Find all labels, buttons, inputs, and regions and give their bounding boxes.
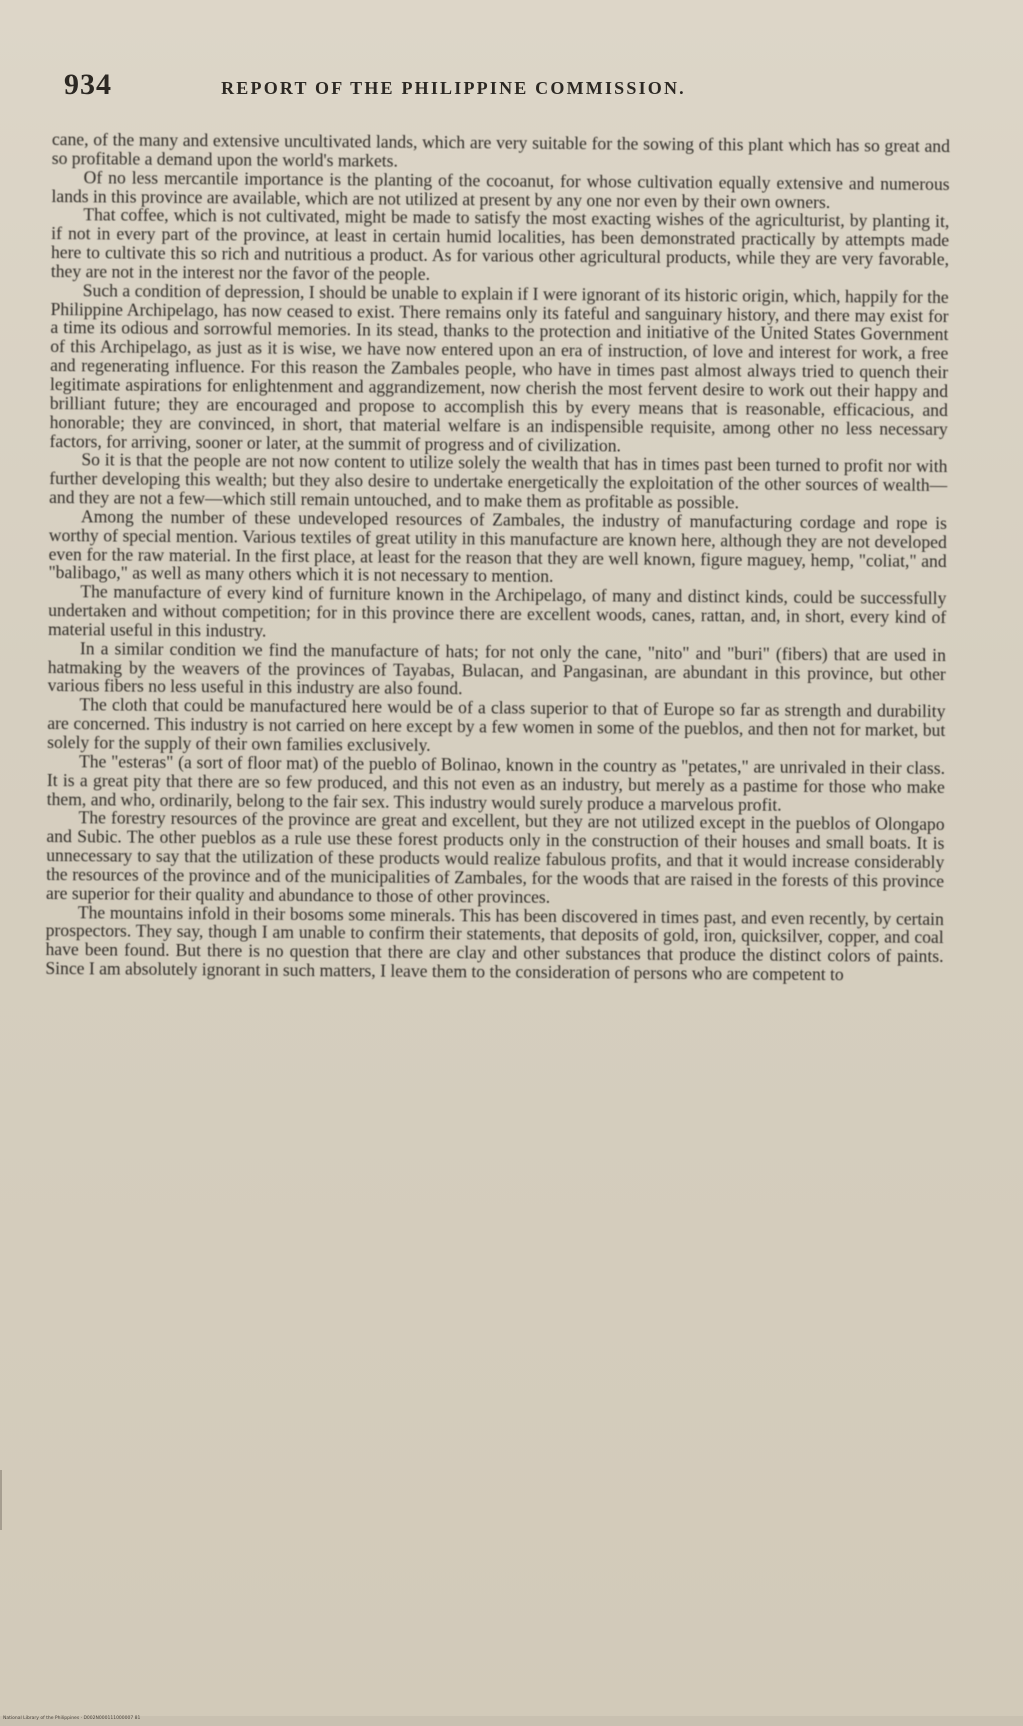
page-edge-mark [0, 1470, 2, 1530]
paragraph: So it is that the people are not now content to utilize solely the wealth that has in times past been turned to profit nor with further developing this wealth; but they also desire to undertake energetically the exploitation of the other sources of wealth—and they are not a few—which still remain untouched, and to make them as profitable as possible. [49, 449, 948, 513]
body-text [45, 130, 950, 985]
paragraph: The "esteras" (a sort of floor mat) of the pueblo of Bolinao, known in the country as "petates," are unrivaled in their class. It is a great pity that there are so few produced, and this not even as an industry, but merely as a pastime for those who make them, and who, ordinarily, belong to the fair sex. This industry would surely produce a marvelous profit. [46, 751, 946, 815]
paragraph: The manufacture of every kind of furniture known in the Archipelago, of many and distinct kinds, could be successfully undertaken and without competition; for in this province there are excellent woods, canes, rattan, and, in short, every kind of material useful in this industry. [48, 581, 947, 641]
paragraph: Among the number of these undeveloped resources of Zambales, the industry of manufacturing cordage and rope is worthy of special mention. Various textiles of great utility in this manufacture are known here, although they are not developed even for the raw material. In the first place, at least for the reason that they are well known, figure maguey, hemp, "coliat," and "balibago," as well as many others which it is not necessary to mention. [48, 506, 948, 587]
paragraph: That coffee, which is not cultivated, might be made to satisfy the most exacting wishes of the agriculturist, by planting it, if not in every part of the province, at least in certain humid localities, has been demonstrated practically by attempts made here to cultivate this so rich and nutritious a product. As for various other agricultural products, while they are very favorable, they are not in the interest nor the favor of the people. [50, 204, 950, 284]
paragraph: The mountains infold in their bosoms some minerals. This has been discovered in times past, and even recently, by certain prospectors. They say, though I am unable to confirm their statements, that deposits of gold, iron, quicksilver, copper, and coal have been found. But there is no question that there are clay and other substances that produce the distinct colors of paints. Since I am absolutely ignorant in such matters, I leave them to the consideration of persons who are competent to [45, 901, 944, 985]
page-number: 934 [64, 68, 112, 101]
paragraph: The cloth that could be manufactured here would be of a class superior to that of Europe so far as strength and durability are concerned. This industry is not carried on here except by a few women in some of the pueblos, and then not for market, but solely for the supply of their own families exclusively. [47, 694, 946, 755]
paragraph: In a similar condition we find the manufacture of hats; for not only the cane, "nito" and "buri" (fibers) that are used in hatmaking by the weavers of the provinces of Tayabas, Bulacan, and Pangasinan, are abundant in this province, but other various fibers no less useful in this industry are also found. [47, 638, 946, 699]
scan-credit: National Library of the Philippines · D002N000111000007 81 [3, 1716, 141, 1721]
footer-strip [0, 1716, 1023, 1726]
page-header [64, 68, 964, 102]
paragraph: cane, of the many and extensive uncultivated lands, which are very suitable for the sowing of this plant which has so great and so profitable a demand upon the world's markets. [51, 129, 950, 171]
running-title: REPORT OF THE PHILIPPINE COMMISSION. [221, 78, 686, 98]
paragraph: Of no less mercantile importance is the planting of the cocoanut, for whose cultivation equally extensive and numerous lands in this province are available, which are not utilized at present by any one nor even by their own owners. [51, 166, 950, 212]
paragraph: The forestry resources of the province are great and excellent, but they are not utilized except in the pueblos of Olongapo and Subic. The other pueblos as a rule use these forest products only in the construction of their houses and small boats. It is unnecessary to say that the utilization of these products would realize fabulous profits, and that it would increase considerably the resources of the province and of the municipalities of Zambales, for the woods that are raised in the forests of this province are superior for their quality and abundance to those of other provinces. [45, 807, 945, 907]
paragraph: Such a condition of depression, I should be unable to explain if I were ignorant of its historic origin, which, happily for the Philippine Archipelago, has now ceased to exist. There remains only its fateful and sanguinary history, and there may exist for a time its odious and sorrowful memories. In its stead, thanks to the protection and initiative of the United States Government of this Archipelago, as just as it is wise, we have now entered upon an era of instruction, of love and interest for work, a free and regenerating influence. For this reason the Zambales people, who have in times past almost always tried to quench their legitimate aspirations for enlightenment and aggrandizement, now cherish the most fervent desire to work out their happy and brilliant future; they are encouraged and propose to accomplish this by every means that is reasonable, efficacious, and honorable; they are convinced, in short, that material welfare is an indispensible requisite, among other no less necessary factors, for arriving, sooner or later, at the summit of progress and of civilization. [49, 279, 949, 455]
